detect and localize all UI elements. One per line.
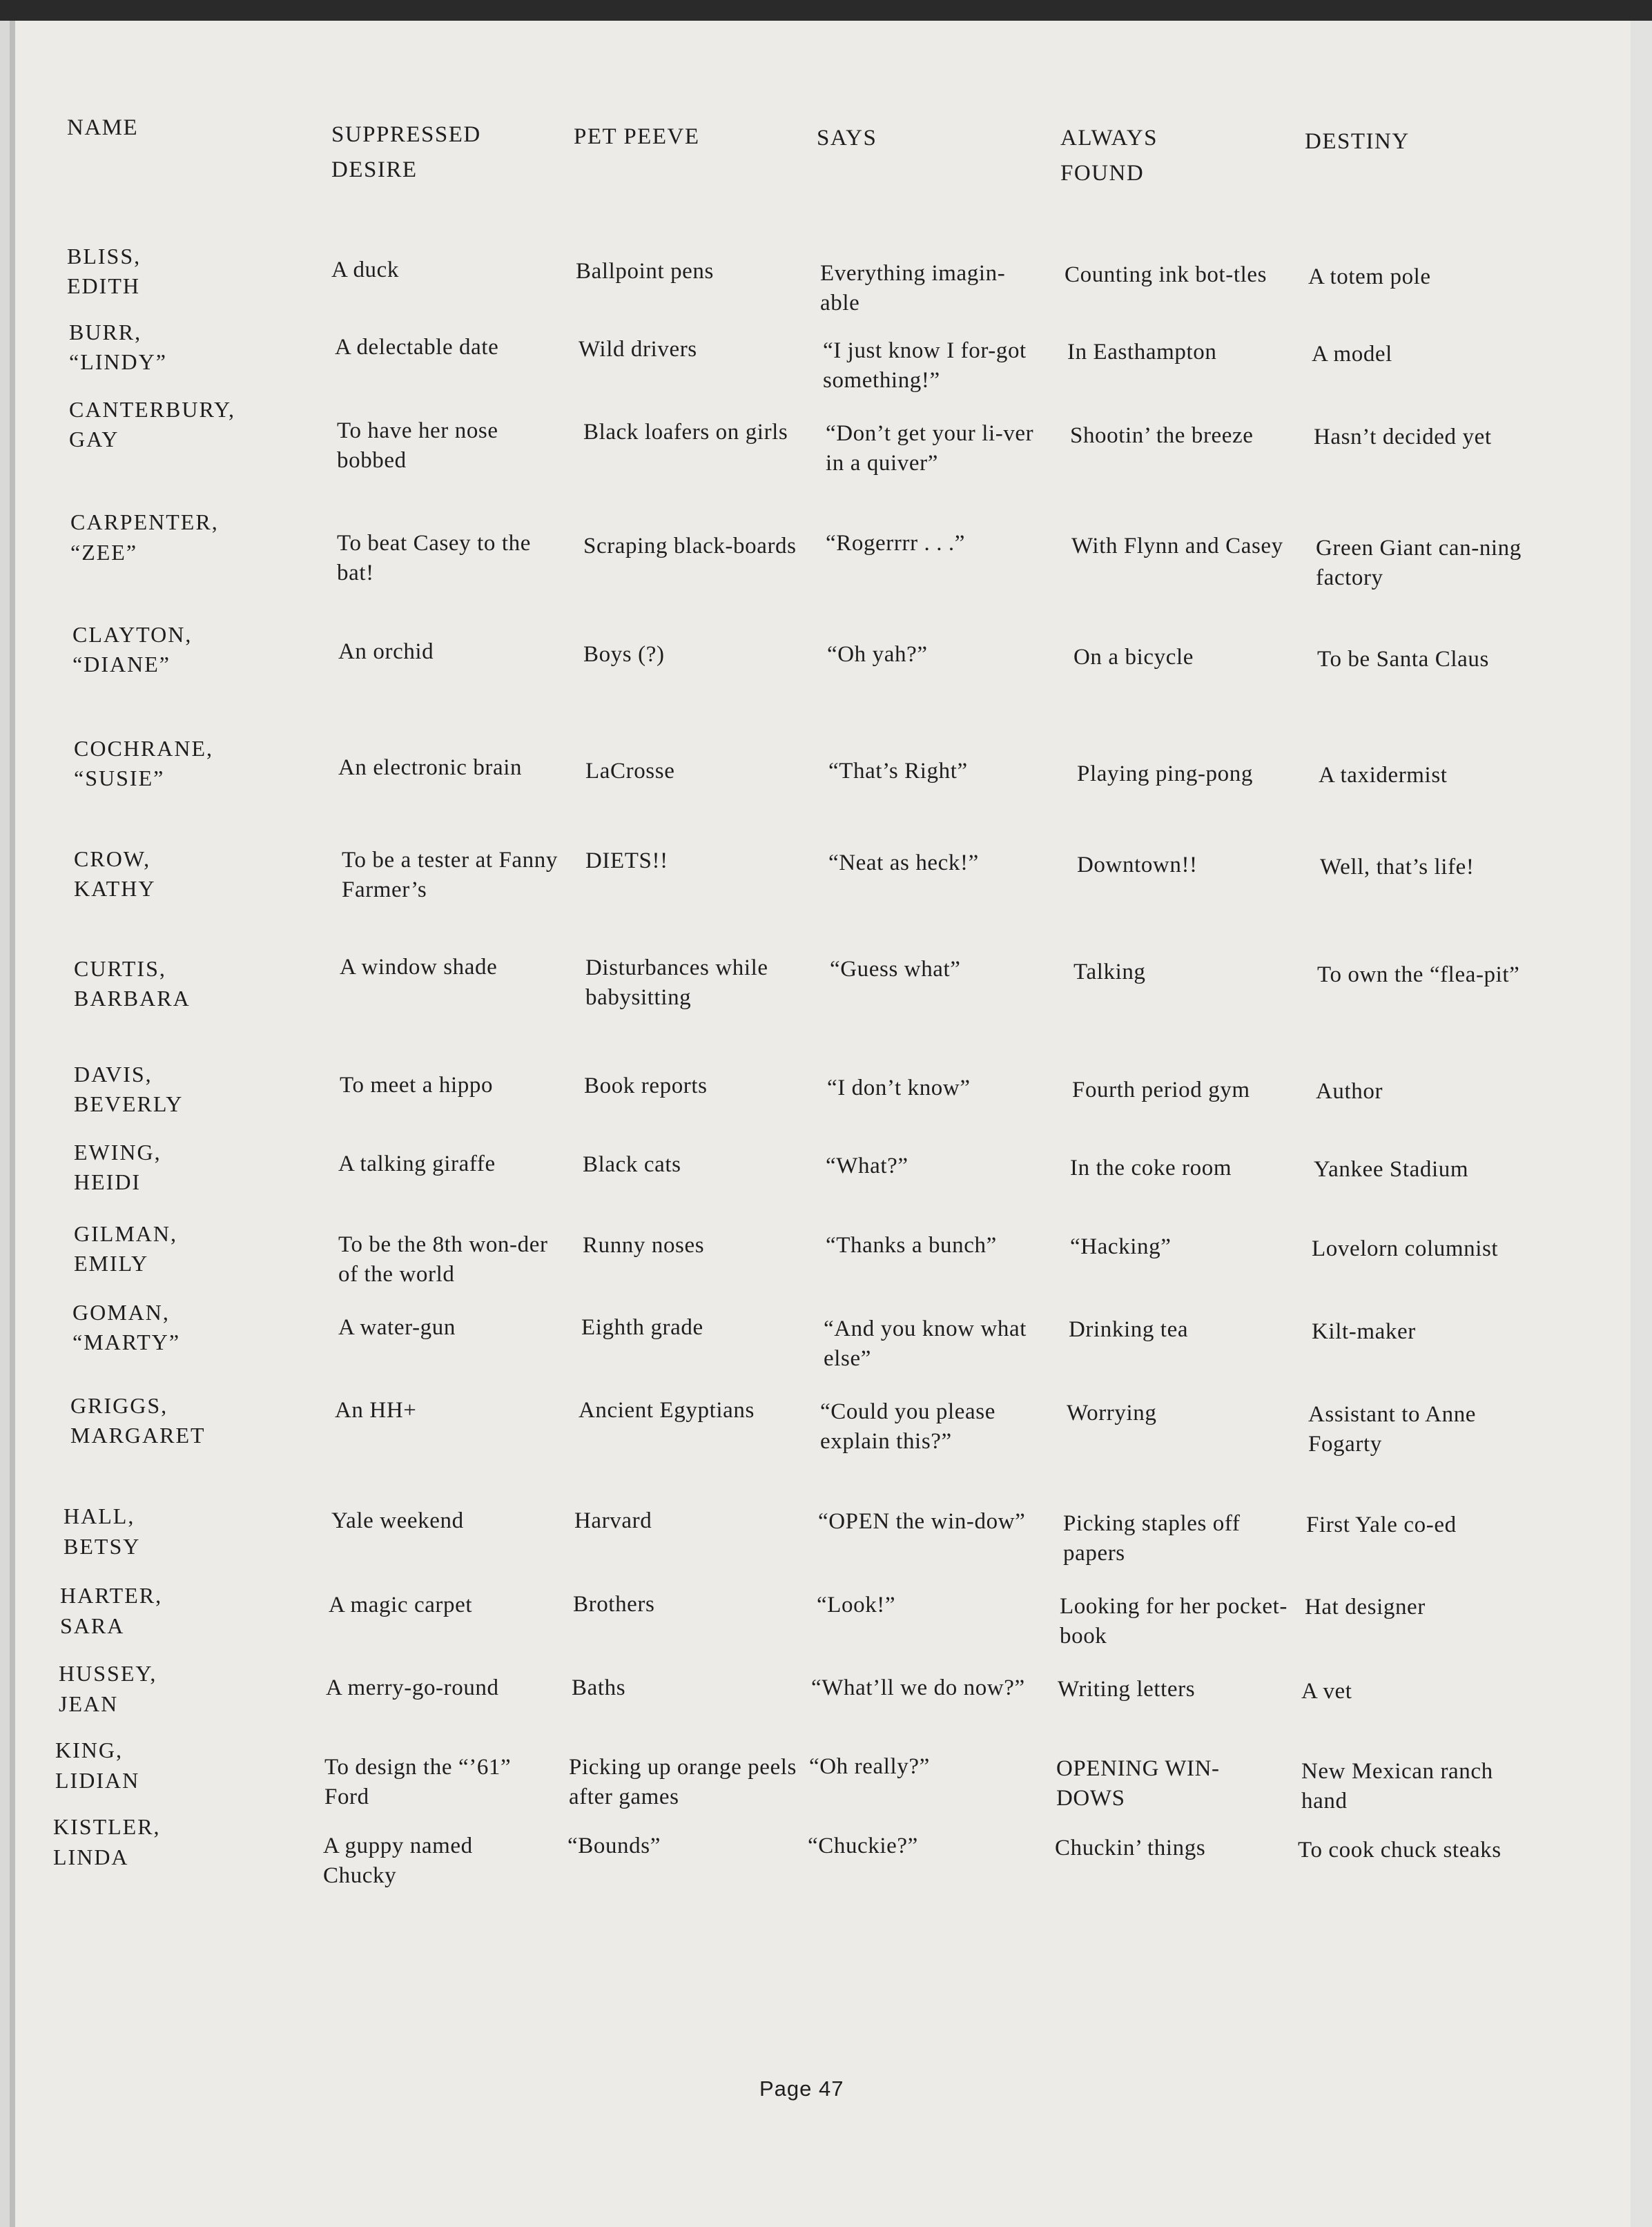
row-5-first-name: “SUSIE”	[74, 766, 165, 790]
row-13-first-name: BETSY	[64, 1534, 141, 1559]
row-17-last-name: KISTLER,	[53, 1814, 161, 1839]
row-14-found: Looking for her pocket-book	[1060, 1594, 1287, 1649]
row-16-last-name: KING,	[55, 1738, 123, 1762]
row-13-peeve: Harvard	[574, 1508, 652, 1533]
row-7-destiny: To own the “flea-pit”	[1317, 962, 1520, 987]
row-8-peeve: Book reports	[584, 1073, 708, 1098]
row-4-destiny: To be Santa Claus	[1317, 647, 1489, 672]
row-17-destiny: To cook chuck steaks	[1298, 1838, 1502, 1863]
row-2-desire: To have her nose bobbed	[337, 418, 498, 473]
row-3-says: “Rogerrrr . . .”	[826, 531, 966, 556]
row-5-found: Playing ping-pong	[1077, 761, 1253, 786]
row-13-last-name: HALL,	[64, 1504, 135, 1528]
row-14-last-name: HARTER,	[60, 1583, 163, 1608]
row-1-first-name: “LINDY”	[69, 349, 167, 374]
row-1-desire: A delectable date	[335, 335, 499, 360]
row-12-desire: An HH+	[335, 1398, 417, 1423]
row-15-found: Writing letters	[1058, 1677, 1196, 1702]
row-11-destiny: Kilt-maker	[1312, 1319, 1416, 1344]
row-6-last-name: CROW,	[74, 846, 151, 871]
row-1-destiny: A model	[1312, 342, 1392, 367]
header-desire-line2: DESIRE	[331, 157, 418, 182]
row-6-destiny: Well, that’s life!	[1320, 855, 1475, 879]
row-5-last-name: COCHRANE,	[74, 736, 214, 761]
header-destiny: DESTINY	[1305, 129, 1410, 154]
header-says: SAYS	[817, 126, 877, 150]
row-8-first-name: BEVERLY	[74, 1091, 184, 1116]
row-16-peeve: Picking up orange peels after games	[569, 1755, 797, 1809]
row-16-says: “Oh really?”	[809, 1754, 930, 1779]
row-12-destiny: Assistant to Anne Fogarty	[1308, 1402, 1477, 1457]
row-3-peeve: Scraping black-boards	[583, 534, 797, 558]
row-14-first-name: SARA	[60, 1613, 125, 1638]
row-0-destiny: A totem pole	[1308, 264, 1431, 289]
row-4-first-name: “DIANE”	[72, 652, 171, 677]
row-7-found: Talking	[1073, 960, 1146, 984]
row-12-last-name: GRIGGS,	[70, 1393, 168, 1418]
row-7-first-name: BARBARA	[74, 986, 191, 1011]
row-3-first-name: “ZEE”	[70, 540, 138, 565]
row-10-destiny: Lovelorn columnist	[1312, 1236, 1499, 1261]
row-8-last-name: DAVIS,	[74, 1062, 153, 1087]
row-9-first-name: HEIDI	[74, 1169, 142, 1194]
row-14-says: “Look!”	[817, 1593, 896, 1617]
row-9-found: In the coke room	[1070, 1156, 1232, 1180]
row-14-destiny: Hat designer	[1305, 1595, 1426, 1620]
row-5-desire: An electronic brain	[338, 755, 523, 780]
row-0-first-name: EDITH	[67, 273, 140, 298]
row-6-first-name: KATHY	[74, 876, 156, 901]
row-3-destiny: Green Giant can-ning factory	[1316, 536, 1522, 590]
row-11-last-name: GOMAN,	[72, 1300, 170, 1325]
row-2-last-name: CANTERBURY,	[69, 397, 236, 422]
row-15-desire: A merry-go-round	[326, 1675, 499, 1700]
row-6-found: Downtown!!	[1077, 853, 1198, 877]
row-11-found: Drinking tea	[1069, 1317, 1189, 1342]
page-spine	[10, 21, 15, 2227]
row-4-desire: An orchid	[338, 639, 434, 664]
row-16-destiny: New Mexican ranch hand	[1301, 1759, 1493, 1813]
row-10-found: “Hacking”	[1070, 1234, 1172, 1259]
row-9-last-name: EWING,	[74, 1140, 162, 1165]
row-4-found: On a bicycle	[1073, 645, 1194, 670]
row-8-destiny: Author	[1316, 1079, 1383, 1104]
row-4-peeve: Boys (?)	[583, 642, 665, 667]
row-11-peeve: Eighth grade	[581, 1315, 703, 1340]
row-16-first-name: LIDIAN	[55, 1768, 140, 1793]
row-17-says: “Chuckie?”	[808, 1834, 918, 1858]
header-desire-line1: SUPPRESSED	[331, 122, 481, 147]
row-13-found: Picking staples off papers	[1063, 1511, 1241, 1566]
row-11-says: “And you know what else”	[824, 1316, 1027, 1371]
row-15-says: “What’ll we do now?”	[811, 1675, 1025, 1700]
row-0-says: Everything imagin-able	[820, 261, 1006, 315]
row-17-first-name: LINDA	[53, 1845, 129, 1869]
row-13-says: “OPEN the win-dow”	[818, 1509, 1026, 1534]
row-2-first-name: GAY	[69, 427, 119, 451]
row-12-first-name: MARGARET	[70, 1423, 206, 1448]
row-5-destiny: A taxidermist	[1319, 763, 1448, 788]
row-10-last-name: GILMAN,	[74, 1221, 177, 1246]
row-10-first-name: EMILY	[74, 1251, 149, 1276]
row-5-peeve: LaCrosse	[585, 759, 675, 784]
row-17-peeve: “Bounds”	[567, 1834, 661, 1858]
row-6-desire: To be a tester at Fanny Farmer’s	[342, 848, 558, 902]
row-2-says: “Don’t get your li-ver in a quiver”	[826, 421, 1034, 476]
row-8-desire: To meet a hippo	[340, 1073, 494, 1098]
row-6-peeve: DIETS!!	[585, 848, 668, 873]
row-3-desire: To beat Casey to the bat!	[337, 531, 531, 585]
row-5-says: “That’s Right”	[828, 759, 968, 784]
row-15-last-name: HUSSEY,	[59, 1661, 157, 1686]
row-14-peeve: Brothers	[573, 1592, 655, 1617]
row-15-destiny: A vet	[1301, 1679, 1352, 1704]
row-16-found: OPENING WIN-DOWS	[1056, 1756, 1220, 1811]
row-14-desire: A magic carpet	[329, 1593, 473, 1617]
row-8-found: Fourth period gym	[1072, 1078, 1250, 1102]
header-peeve: PET PEEVE	[574, 124, 700, 149]
row-1-peeve: Wild drivers	[579, 337, 697, 362]
row-9-peeve: Black cats	[583, 1152, 681, 1177]
row-7-says: “Guess what”	[830, 957, 961, 982]
row-11-desire: A water-gun	[338, 1315, 456, 1340]
page-right-edge	[1631, 21, 1652, 2227]
row-4-last-name: CLAYTON,	[72, 622, 193, 647]
header-name: NAME	[67, 115, 139, 140]
row-13-desire: Yale weekend	[331, 1508, 464, 1533]
row-6-says: “Neat as heck!”	[828, 850, 979, 875]
row-3-found: With Flynn and Casey	[1071, 534, 1283, 558]
header-found-line2: FOUND	[1060, 161, 1145, 186]
row-1-found: In Easthampton	[1067, 340, 1217, 364]
row-13-destiny: First Yale co-ed	[1306, 1513, 1457, 1537]
row-10-desire: To be the 8th won-der of the world	[338, 1232, 548, 1287]
row-4-says: “Oh yah?”	[827, 642, 928, 667]
row-9-desire: A talking giraffe	[338, 1151, 496, 1176]
row-11-first-name: “MARTY”	[72, 1330, 181, 1354]
row-8-says: “I don’t know”	[827, 1076, 971, 1100]
row-0-found: Counting ink bot-tles	[1065, 262, 1267, 287]
row-7-desire: A window shade	[340, 955, 498, 980]
row-15-peeve: Baths	[572, 1675, 626, 1700]
row-15-first-name: JEAN	[59, 1691, 119, 1716]
row-17-found: Chuckin’ things	[1055, 1836, 1206, 1860]
row-3-last-name: CARPENTER,	[70, 509, 219, 534]
row-10-peeve: Runny noses	[583, 1233, 705, 1258]
row-10-says: “Thanks a bunch”	[826, 1233, 997, 1258]
row-12-found: Worrying	[1067, 1401, 1157, 1426]
row-2-found: Shootin’ the breeze	[1070, 423, 1254, 448]
row-2-peeve: Black loafers on girls	[583, 420, 788, 445]
row-17-desire: A guppy named Chucky	[323, 1834, 473, 1888]
row-1-says: “I just know I for-got something!”	[823, 338, 1027, 393]
row-7-peeve: Disturbances while babysitting	[585, 955, 768, 1010]
row-9-destiny: Yankee Stadium	[1314, 1157, 1469, 1182]
page-number: Page 47	[759, 2077, 844, 2101]
row-12-says: “Could you please explain this?”	[820, 1399, 995, 1454]
scan-top-edge	[0, 0, 1652, 21]
row-2-destiny: Hasn’t decided yet	[1314, 425, 1492, 449]
row-7-last-name: CURTIS,	[74, 956, 166, 981]
header-found-line1: ALWAYS	[1060, 126, 1158, 150]
row-0-last-name: BLISS,	[67, 244, 142, 269]
row-12-peeve: Ancient Egyptians	[579, 1398, 755, 1423]
row-1-last-name: BURR,	[69, 320, 142, 344]
row-0-desire: A duck	[331, 257, 400, 282]
row-16-desire: To design the “’61” Ford	[324, 1755, 512, 1809]
row-0-peeve: Ballpoint pens	[576, 259, 714, 284]
row-9-says: “What?”	[826, 1154, 908, 1178]
